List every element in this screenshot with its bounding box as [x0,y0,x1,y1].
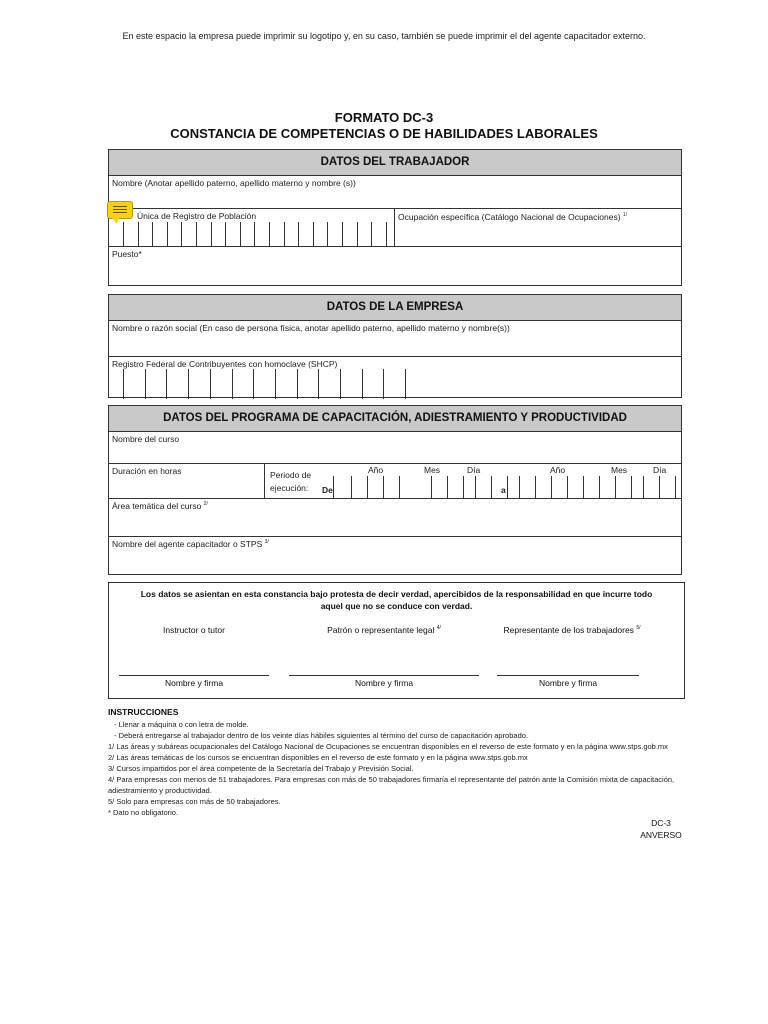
section-trabajador [108,149,682,286]
curso-label: Nombre del curso [112,434,180,444]
character-box-divider [475,476,476,498]
character-box-divider [583,476,584,498]
character-box-divider [167,222,168,246]
footer-side: ANVERSO [640,830,682,840]
character-box-divider [210,369,211,399]
character-box-divider [447,476,448,498]
instruccion-line: - Deberá entregarse al trabajador dentro de los veinte días hábiles siguientes al término del curso de capacitación aprobado. [114,731,529,740]
character-box-divider [519,476,520,498]
character-box-divider [275,369,276,399]
patron-firma-label: Nombre y firma [354,678,414,688]
instruccion-line: 1/ Las áreas y subáreas ocupacionales del Catálogo Nacional de Ocupaciones se encuentran disponibles en el reverso de este formato y en la página www.stps.gob.mx [108,742,668,751]
character-box-divider [383,369,384,399]
instruccion-line: 5/ Solo para empresas con más de 50 trabajadores. [108,797,281,806]
representante-label: Representante de los trabajadores $^{5/}$ [503,625,641,635]
instrucciones-title: INSTRUCCIONES [108,707,179,717]
periodo-label-2: ejecución: [270,483,309,493]
character-box-divider [313,222,314,246]
character-box-divider [211,222,212,246]
character-box-divider [371,222,372,246]
character-box-divider [351,476,352,498]
character-box-divider [123,222,124,246]
patron-label: Patrón o representante legal $^{4/}$ [327,625,441,635]
instruccion-line: adiestramiento y productividad. [108,786,212,795]
character-box-divider [318,369,319,399]
character-box-divider [166,369,167,399]
character-box-divider [145,369,146,399]
character-box-divider [196,222,197,246]
instruccion-line: - Llenar a máquina o con letra de molde. [114,720,249,729]
anio-label-2: Año [550,465,566,475]
character-box-divider [138,222,139,246]
section-empresa [108,294,682,398]
character-box-divider [225,222,226,246]
character-box-divider [181,222,182,246]
character-box-divider [386,222,387,246]
character-box-divider [535,476,536,498]
character-box-divider [240,222,241,246]
curp-label: Única de Registro de Población [137,211,257,221]
character-box-divider [507,476,508,498]
character-box-divider [643,476,644,498]
character-box-divider [269,222,270,246]
character-box-divider [631,476,632,498]
character-box-divider [491,476,492,498]
logo-space-note: En este espacio la empresa puede imprimir su logotipo y, en su caso, también se puede imprimir el del agente capacitador externo. [122,31,646,41]
character-box-divider [297,369,298,399]
section-header-empresa: DATOS DE LA EMPRESA [109,295,681,321]
anio-label-1: Año [368,465,384,475]
character-box-divider [333,476,334,498]
section-header-trabajador: DATOS DEL TRABAJADOR [109,150,681,176]
form-subtitle: CONSTANCIA DE COMPETENCIAS O DE HABILIDADES LABORALES [170,126,598,141]
instructor-label: Instructor o tutor [163,625,225,635]
instruccion-line: 2/ Las áreas temáticas de los cursos se encuentran disponibles en el reverso de este formato y en la página www.stps.gob.mx [108,753,528,762]
dia-label-1: Día [467,465,481,475]
character-box-divider [298,222,299,246]
area-tematica-label: Área temática del curso $^{2/}$ [112,501,208,511]
declaracion-line2: aquel que no se conduce con verdad. [320,601,473,611]
de-label: De [322,485,333,495]
character-box-divider [463,476,464,498]
character-box-divider [340,369,341,399]
character-box-divider [254,222,255,246]
character-box-divider [367,476,368,498]
character-box-divider [152,222,153,246]
section-firmas [108,582,685,699]
instructor-firma-label: Nombre y firma [164,678,224,688]
a-label: a [501,485,506,495]
section-programa [108,405,682,575]
character-box-divider [123,369,124,399]
patron-signature-line[interactable] [289,675,479,676]
character-box-divider [399,476,400,498]
character-box-divider [284,222,285,246]
section-header-programa: DATOS DEL PROGRAMA DE CAPACITACIÓN, ADIESTRAMIENTO Y PRODUCTIVIDAD [109,406,681,432]
character-box-divider [362,369,363,399]
character-box-divider [232,369,233,399]
character-box-divider [405,369,406,399]
character-box-divider [327,222,328,246]
rfc-label: Registro Federal de Contribuyentes con homoclave (SHCP) [112,359,338,369]
mes-label-1: Mes [424,465,441,475]
character-box-divider [342,222,343,246]
periodo-label-1: Periodo de [270,470,312,480]
instruccion-line: 4/ Para empresas con menos de 51 trabajadores. Para empresas con más de 50 trabajadores firmaría el representante del patrón ante la Comisión mixta de capacitación, [108,775,675,784]
character-box-divider [615,476,616,498]
character-box-divider [188,369,189,399]
footer-code: DC-3 [651,818,671,828]
nombre-trabajador-label: Nombre (Anotar apellido paterno, apellido materno y nombre (s)) [112,178,356,188]
dia-label-2: Día [653,465,667,475]
mes-label-2: Mes [611,465,628,475]
character-box-divider [599,476,600,498]
character-box-divider [357,222,358,246]
puesto-label: Puesto* [112,249,142,259]
character-box-divider [675,476,676,498]
comment-icon[interactable] [107,201,133,219]
character-box-divider [659,476,660,498]
declaracion-line1: Los datos se asientan en esta constancia bajo protesta de decir verdad, apercibidos de la responsabilidad en que incurre todo [140,589,653,599]
duracion-label: Duración en horas [112,466,182,476]
razon-social-label: Nombre o razón social (En caso de persona física, anotar apellido paterno, apellido materno y nombre(s)) [112,323,510,333]
character-box-divider [253,369,254,399]
character-box-divider [431,476,432,498]
instruccion-line: * Dato no obligatorio. [108,808,179,817]
character-box-divider [551,476,552,498]
character-box-divider [383,476,384,498]
character-box-divider [567,476,568,498]
representante-firma-label: Nombre y firma [538,678,598,688]
instruccion-line: 3/ Cursos impartidos por el área competente de la Secretaría del Trabajo y Previsión Social. [108,764,414,773]
representante-signature-line[interactable] [497,675,639,676]
instructor-signature-line[interactable] [119,675,269,676]
agente-capacitador-label: Nombre del agente capacitador o STPS $^{3/}$ [112,539,269,549]
form-title: FORMATO DC-3 [334,110,434,125]
ocupacion-label: Ocupación específica (Catálogo Nacional de Ocupaciones) $^{1/}$ [398,212,628,222]
